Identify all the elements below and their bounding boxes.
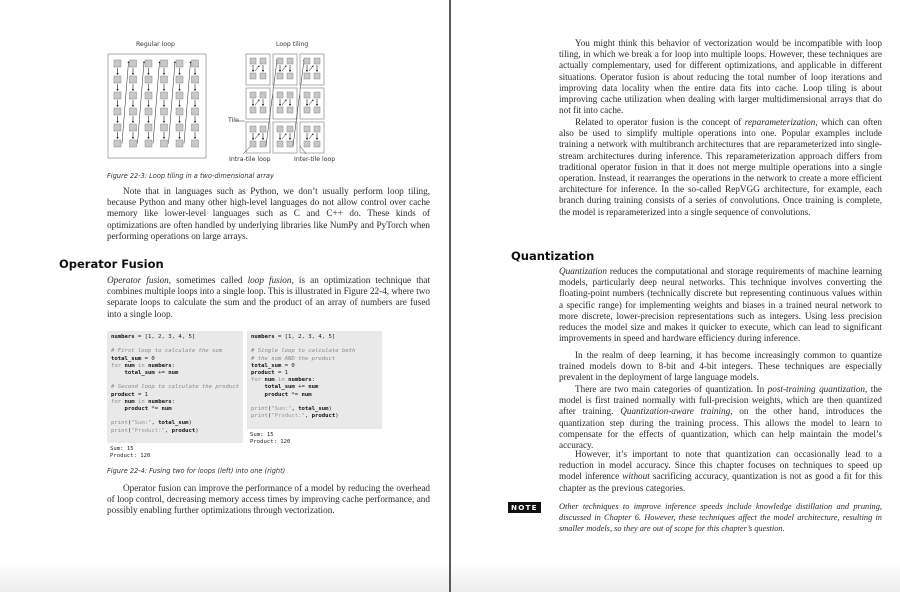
array-cell	[161, 140, 168, 147]
tile-frame	[300, 54, 324, 85]
code-line: for num in numbers:	[251, 377, 316, 384]
array-cell	[145, 92, 152, 99]
array-cell	[314, 126, 320, 132]
array-cell	[130, 76, 137, 83]
array-cell	[260, 126, 266, 132]
tile-frame	[273, 54, 297, 85]
tile-label: Tile	[228, 117, 239, 124]
array-cell	[161, 92, 168, 99]
array-cell	[176, 140, 183, 147]
loop-tiling-diagram	[100, 50, 340, 160]
array-cell	[287, 58, 293, 64]
array-cell	[130, 124, 137, 131]
paragraph-vectorization: You might think this behavior of vectorization would be incompatible with loop tiling, in which we break a for loop into multiple loops. However, these techniques are actually complementary, used for different optimizations, and applicable in different situations. Operator fusion is about reducing the total number of loop iterations and improving data locality when the entire data fits into cache. Loop tiling is about improving cache utilization when dealing with larger multidimensional arrays that do not fit into cache.	[559, 38, 882, 116]
arrow	[255, 100, 259, 105]
array-cell	[176, 76, 183, 83]
code-line: product *= num	[124, 406, 172, 413]
return-arrow	[122, 62, 129, 144]
array-cell	[304, 58, 310, 64]
tile-frame	[273, 122, 297, 153]
tile-frame	[246, 54, 270, 85]
array-cell	[314, 141, 320, 147]
array-cell	[145, 108, 152, 115]
array-cell	[304, 141, 310, 147]
code-output-right	[250, 432, 290, 446]
right-page	[451, 0, 900, 592]
array-cell	[250, 141, 256, 147]
code-line	[111, 413, 239, 420]
paragraph-fusion-intro: Operator fusion, sometimes called loop fusion, is an optimization technique that combines multiple loops into a single loop. This is illustrated in Figure 22-4, where two separate loops to calculate the sum and the product of an array of numbers are fused into a single loop.	[107, 275, 431, 319]
array-cell	[277, 107, 283, 113]
array-cell	[192, 60, 199, 67]
intra-tile-label: Intra-tile loop	[229, 156, 271, 163]
arrow	[282, 134, 286, 139]
array-cell	[192, 76, 199, 83]
code-line: print("Product:", product)	[111, 427, 199, 434]
array-cell	[287, 92, 293, 98]
array-cell	[314, 107, 320, 113]
left-page	[0, 0, 449, 592]
note-text: Other techniques to improve inference speeds include knowledge distillation and pruning, discussed in Chapter 6. However, these techniques affect the model architecture, resulting in smaller models, so they are out of scope for this chapter’s question.	[559, 502, 882, 533]
array-cell	[260, 107, 266, 113]
code-line: # the sum AND the product	[251, 355, 336, 362]
array-cell	[287, 126, 293, 132]
arrow	[255, 66, 259, 71]
arrow	[309, 100, 313, 105]
array-cell	[192, 124, 199, 131]
tile-frame	[246, 122, 270, 153]
regular-loop-label: Regular loop	[136, 41, 175, 48]
code-line: numbers = [1, 2, 3, 4, 5]	[251, 334, 336, 340]
output-line: Product: 120	[110, 453, 151, 460]
note-badge: NOTE	[508, 502, 541, 513]
array-cell	[304, 107, 310, 113]
arrow	[309, 134, 313, 139]
tiled-loop-grid	[238, 54, 324, 154]
arrow	[282, 100, 286, 105]
tile-frame	[246, 88, 270, 119]
array-cell	[114, 108, 121, 115]
array-cell	[277, 141, 283, 147]
array-cell	[287, 107, 293, 113]
array-cell	[130, 140, 137, 147]
code-line	[111, 377, 239, 384]
array-cell	[130, 108, 137, 115]
regular-loop-grid	[108, 54, 206, 158]
figure-22-4-caption: Figure 22-4: Fusing two for loops (left) into one (right)	[107, 467, 286, 475]
tile-frame	[300, 88, 324, 119]
code-line: print("Sum:", total_sum)	[111, 420, 192, 427]
array-cell	[176, 92, 183, 99]
return-arrow	[138, 62, 145, 144]
array-cell	[314, 73, 320, 79]
output-line: Product: 120	[250, 439, 291, 446]
tile-frame	[300, 122, 324, 153]
array-cell	[287, 141, 293, 147]
array-cell	[114, 124, 121, 131]
code-line: numbers = [1, 2, 3, 4, 5]	[111, 334, 196, 340]
array-cell	[260, 141, 266, 147]
array-cell	[176, 60, 183, 67]
code-line	[251, 399, 378, 406]
return-arrow	[153, 62, 160, 144]
array-cell	[250, 92, 256, 98]
array-cell	[277, 73, 283, 79]
array-cell	[260, 73, 266, 79]
paragraph-languages: Note that in languages such as Python, we don’t usually perform loop tiling, because Python and many other high-level languages do not allow control over cache memory like lower-level languages such as C and C++ do. These kinds of optimizations are often handled by underlying libraries like NumPy and PyTorch when performing operations on large arrays.	[107, 186, 430, 241]
code-line: total_sum += num	[124, 370, 179, 377]
array-cell	[250, 126, 256, 132]
heading-operator-fusion: Operator Fusion	[59, 257, 164, 271]
return-arrow	[169, 62, 176, 144]
output-line: Sum: 15	[250, 432, 274, 438]
figure-22-3-caption: Figure 22-3: Loop tiling in a two-dimensional array	[107, 172, 274, 180]
inter-tile-label: Inter-tile loop	[294, 156, 336, 163]
array-cell	[161, 76, 168, 83]
code-line: # Second loop to calculate the product	[111, 384, 239, 391]
array-cell	[250, 107, 256, 113]
code-line: total_sum += num	[264, 384, 319, 391]
array-cell	[130, 60, 137, 67]
array-cell	[250, 58, 256, 64]
code-line: print("Product:", product)	[251, 413, 339, 420]
paragraph-quantization-realm: In the realm of deep learning, it has become increasingly common to quantize trained models down to 8-bit and 4-bit integers. These techniques are especially prevalent in the deployment of large language models.	[559, 350, 882, 383]
array-cell	[250, 73, 256, 79]
code-line: total_sum = 0	[251, 362, 295, 369]
array-cell	[304, 73, 310, 79]
array-cell	[260, 58, 266, 64]
code-line: product = 1	[251, 370, 289, 377]
heading-quantization: Quantization	[511, 249, 595, 263]
array-cell	[260, 92, 266, 98]
code-line: # First loop to calculate the sum	[111, 348, 223, 355]
array-cell	[145, 124, 152, 131]
array-cell	[287, 73, 293, 79]
array-cell	[161, 124, 168, 131]
array-cell	[304, 126, 310, 132]
paragraph-quantization-intro: Quantization reduces the computational and storage requirements of machine learning models, particularly deep neural networks. This technique involves converting the floating-point numbers (technically discrete but representing continuous values within a specific range) for implementing weights and biases in a trained neural network to more discrete, lower-precision representations such as integers. Using less precision reduces the model size and makes it quicker to execute, which can lead to significant improvements in speed and hardware efficiency during inference.	[559, 266, 882, 344]
paragraph-quantization-categories: There are two main categories of quantization. In post-training quantization, the model is first trained normally with full-precision weights, which are then quantized after training. Quantization-aware training, on the other hand, introduces the quantization step during the training process. This allows the model to learn to compensate for the effects of quantization, which can help maintain the model’s accuracy.	[559, 384, 882, 451]
code-line: for num in numbers:	[111, 398, 176, 405]
inter-tile-arrow	[293, 60, 304, 146]
code-line	[251, 341, 378, 348]
paragraph-quantization-accuracy: However, it’s important to note that quantization can occasionally lead to a reduction in model accuracy. Since this chapter focuses on techniques to speed up model inference without sacrificing accuracy, quantization is not as good a fit for this chapter as the previous categories.	[559, 449, 882, 493]
code-line: print("Sum:", total_sum)	[251, 406, 332, 413]
code-line: product = 1	[111, 391, 149, 398]
array-cell	[176, 108, 183, 115]
arrow	[255, 134, 259, 139]
code-line: total_sum = 0	[111, 355, 155, 362]
array-cell	[176, 124, 183, 131]
code-line: product *= num	[264, 391, 312, 398]
array-cell	[161, 108, 168, 115]
array-cell	[130, 92, 137, 99]
tile-frame	[273, 88, 297, 119]
array-cell	[277, 58, 283, 64]
inter-tile-arrow	[266, 60, 277, 146]
array-cell	[314, 58, 320, 64]
array-cell	[114, 140, 121, 147]
output-line: Sum: 15	[110, 446, 134, 452]
array-cell	[192, 108, 199, 115]
code-line: # Single loop to calculate both	[251, 348, 356, 355]
array-cell	[114, 60, 121, 67]
array-cell	[145, 76, 152, 83]
return-arrow	[184, 62, 191, 144]
array-cell	[192, 92, 199, 99]
array-cell	[192, 140, 199, 147]
array-cell	[145, 140, 152, 147]
array-cell	[114, 76, 121, 83]
arrow	[282, 66, 286, 71]
array-cell	[145, 60, 152, 67]
code-block-fused-loop	[247, 331, 382, 429]
array-cell	[277, 92, 283, 98]
code-output-left	[110, 446, 150, 460]
loop-tiling-label: Loop tiling	[276, 41, 309, 48]
array-cell	[114, 92, 121, 99]
paragraph-fusion-benefits: Operator fusion can improve the performance of a model by reducing the overhead of loop control, decreasing memory access times by improving cache performance, and possibly enabling further optimizations through vectorization.	[107, 483, 430, 516]
array-cell	[314, 92, 320, 98]
arrow	[309, 66, 313, 71]
code-block-two-loops	[107, 331, 243, 443]
code-line: for num in numbers:	[111, 362, 176, 369]
code-line	[111, 341, 239, 348]
array-cell	[277, 126, 283, 132]
array-cell	[304, 92, 310, 98]
paragraph-reparameterization: Related to operator fusion is the concept of reparameterization, which can often also be used to simplify multiple operations into one. Popular examples include training a network with multibranch architectures that are reparameterized into single-stream architectures during inference. This reparameterization approach differs from traditional operator fusion in that it does not merge multiple operations into a single operation. Instead, it rearranges the operations in the network to create a more efficient architecture for inference. In the so-called RepVGG architecture, for example, each branch during training consists of a series of convolutions. Once training is complete, the model is reparameterized into a single sequence of convolutions.	[559, 117, 882, 217]
array-cell	[161, 60, 168, 67]
